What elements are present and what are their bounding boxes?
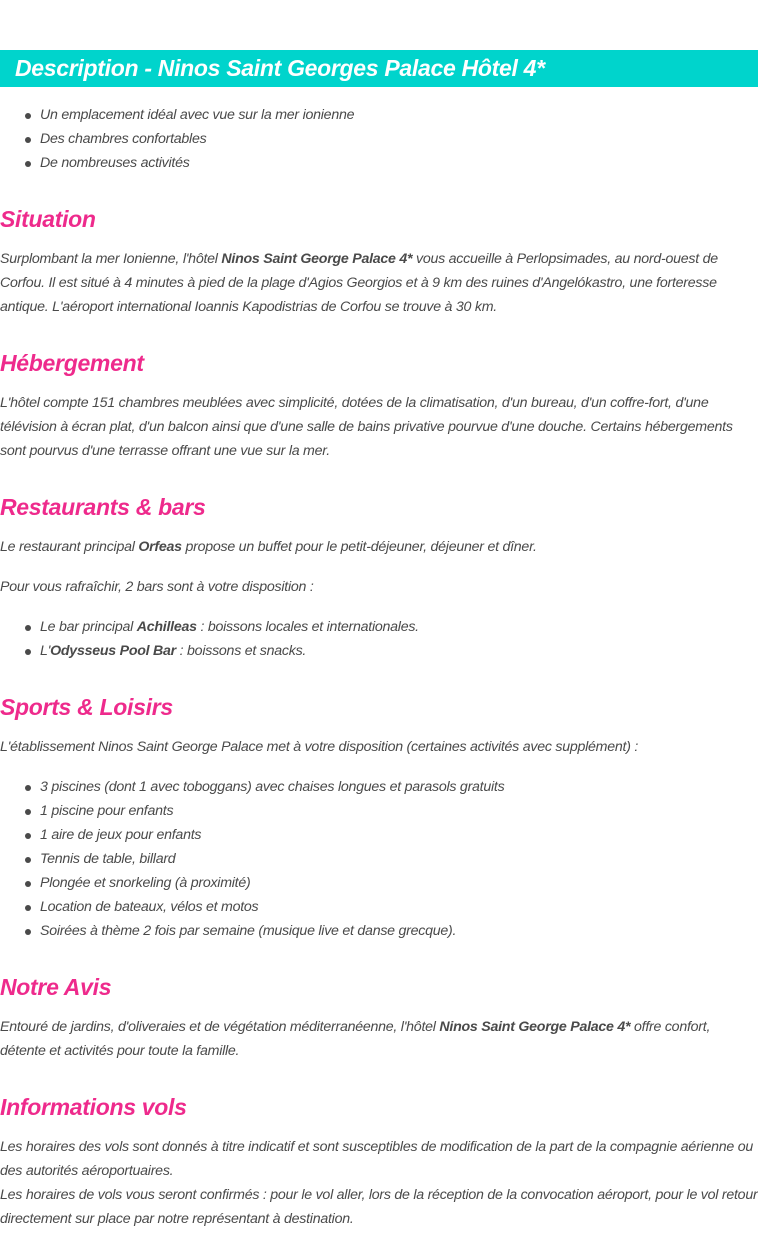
hebergement-text: L'hôtel compte 151 chambres meublées avec simplicité, dotées de la climatisation, d'un bureau, d'un coffre-fort, d'une télévision à écran plat, d'un balcon ainsi que d'une salle de bains privative pourvue d'une douche. Certains hébergements sont pourvus d'une terrasse offrant une vue sur la mer.: [0, 395, 733, 459]
sports-heading: Sports & Loisirs: [0, 694, 173, 720]
avis-text-after: offre confort, détente et activités pour toute la famille.: [0, 1019, 711, 1059]
list-item: Location de bateaux, vélos et motos: [0, 895, 758, 919]
bar-name: Achilleas: [136, 619, 197, 635]
situation-section: [0, 204, 758, 234]
vols-text: [0, 1135, 758, 1231]
situation-heading: Situation: [0, 206, 96, 232]
vols-line-2: Les horaires de vols vous seront confirmés : pour le vol aller, lors de la réception de la convocation aéroport, pour le vol retour directement sur place par notre représentant à destination.: [0, 1187, 758, 1227]
list-item: 1 aire de jeux pour enfants: [0, 823, 758, 847]
vols-line-1: Les horaires des vols sont donnés à titre indicatif et sont susceptibles de modification de la part de la compagnie aérienne ou des autorités aéroportuaires.: [0, 1139, 753, 1179]
list-item: De nombreuses activités: [0, 151, 758, 175]
avis-text: [0, 1015, 758, 1063]
bar-text-after: : boissons et snacks.: [175, 643, 307, 659]
avis-text-before: Entouré de jardins, d'oliveraies et de végétation méditerranéenne, l'hôtel: [0, 1019, 440, 1035]
situation-text-after: vous accueille à Perlopsimades, au nord-ouest de Corfou. Il est situé à 4 minutes à pied de la plage d'Agios Georgios et à 9 km des ruines d'Angelókastro, une forteresse antique. L'aéroport international Ioannis Kapodistrias de Corfou se trouve à 30 km.: [0, 251, 718, 315]
hotel-name: Ninos Saint George Palace 4*: [439, 1019, 631, 1035]
bars-intro: Pour vous rafraîchir, 2 bars sont à votre disposition :: [0, 579, 314, 595]
hebergement-heading: Hébergement: [0, 350, 144, 376]
list-item: [0, 639, 758, 663]
bar-text-after: : boissons locales et internationales.: [196, 619, 419, 635]
sports-section: [0, 692, 758, 722]
restaurant-text-before: Le restaurant principal: [0, 539, 139, 555]
bars-list: [0, 615, 758, 663]
restaurants-heading: Restaurants & bars: [0, 494, 206, 520]
list-item: 1 piscine pour enfants: [0, 799, 758, 823]
sports-intro: L'établissement Ninos Saint George Palace met à votre disposition (certaines activités avec supplément) :: [0, 739, 639, 755]
hebergement-section: [0, 348, 758, 378]
highlights-list: [0, 103, 758, 175]
restaurants-section: [0, 492, 758, 522]
situation-text-before: Surplombant la mer Ionienne, l'hôtel: [0, 251, 222, 267]
vols-section: [0, 1092, 758, 1122]
list-item: Plongée et snorkeling (à proximité): [0, 871, 758, 895]
list-item: Tennis de table, billard: [0, 847, 758, 871]
restaurant-text: [0, 535, 758, 559]
list-item: 3 piscines (dont 1 avec toboggans) avec chaises longues et parasols gratuits: [0, 775, 758, 799]
list-item: Soirées à thème 2 fois par semaine (musique live et danse grecque).: [0, 919, 758, 943]
bar-text-before: Le bar principal: [40, 619, 137, 635]
restaurant-name: Orfeas: [138, 539, 182, 555]
list-item: Des chambres confortables: [0, 127, 758, 151]
bar-name: Odysseus Pool Bar: [50, 643, 176, 659]
avis-heading: Notre Avis: [0, 974, 112, 1000]
list-item: [0, 615, 758, 639]
description-banner: Description - Ninos Saint Georges Palace Hôtel 4*: [0, 50, 758, 87]
restaurant-text-after: propose un buffet pour le petit-déjeuner, déjeuner et dîner.: [181, 539, 537, 555]
situation-text: [0, 247, 758, 319]
hotel-name: Ninos Saint George Palace 4*: [221, 251, 413, 267]
bar-text-before: L': [40, 643, 51, 659]
sports-list: [0, 775, 758, 943]
list-item: Un emplacement idéal avec vue sur la mer ionienne: [0, 103, 758, 127]
vols-heading: Informations vols: [0, 1094, 187, 1120]
avis-section: [0, 972, 758, 1002]
